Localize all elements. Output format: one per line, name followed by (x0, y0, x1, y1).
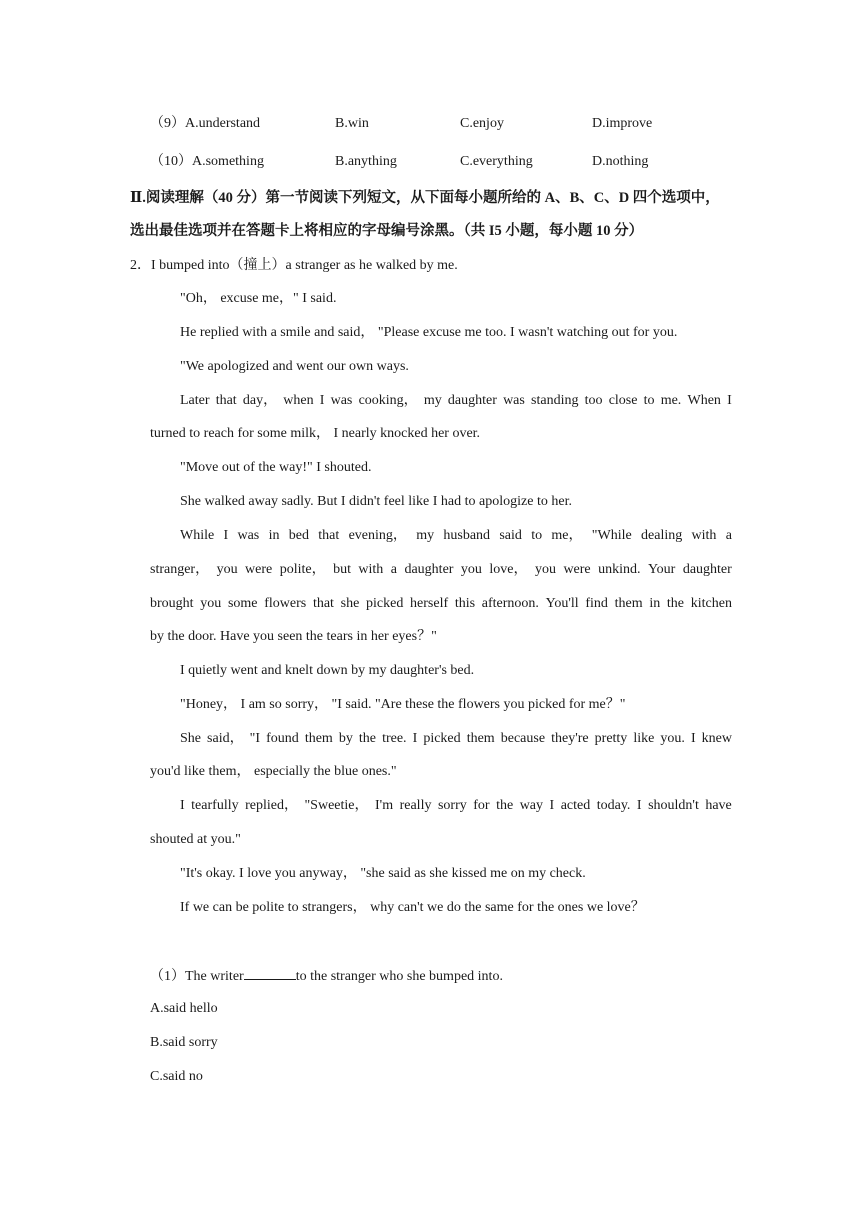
passage-word: picked (366, 596, 404, 611)
passage-word: tree. (382, 731, 407, 746)
passage-word: too (584, 393, 603, 408)
passage-word: this (454, 596, 476, 611)
q10-option-d: D.nothing (592, 154, 649, 169)
passage-word: pretty (594, 731, 628, 746)
section-heading-line-1: Ⅱ.阅读理解（40 分）第一节阅读下列短文，从下面每小题所给的 A、B、C、D 四个选项中， (130, 190, 720, 206)
passage-word: when (283, 393, 314, 408)
q9-number: （9） (150, 116, 185, 131)
passage-word: my (423, 393, 442, 408)
passage-word: kitchen (690, 596, 732, 611)
passage-word: me. (660, 393, 682, 408)
passage-word: replied， (245, 798, 298, 813)
passage-justified-line (180, 796, 732, 816)
passage-word: standing (531, 393, 579, 408)
passage-line: by the door. Have you seen the tears in her eyes？" (150, 629, 437, 644)
passage-paragraph: "Oh， excuse me，" I said. (180, 291, 337, 306)
passage-word: knew (701, 731, 732, 746)
passage-word: stranger， (150, 562, 210, 577)
passage-paragraph: "Honey， I am so sorry， "I said. "Are these the flowers you picked for me？" (180, 697, 626, 712)
passage-line: turned to reach for some milk， I nearly knocked her over. (150, 426, 481, 441)
passage-word: close (608, 393, 638, 408)
passage-word: She (180, 731, 201, 746)
passage-word: daughter (682, 562, 732, 577)
passage-word: polite， (279, 562, 326, 577)
passage-word: but (333, 562, 351, 577)
passage-word: that (312, 596, 334, 611)
passage-word: with (358, 562, 384, 577)
passage-word: that (318, 528, 340, 543)
passage-word: in (649, 596, 661, 611)
passage-word: were (563, 562, 591, 577)
passage-word: While (180, 528, 215, 543)
passage-word: I (690, 731, 696, 746)
passage-word: "I (249, 731, 261, 746)
passage-word: I (549, 798, 555, 813)
passage-paragraph: He replied with a smile and said， "Please excuse me too. I wasn't watching out for you. (180, 325, 678, 340)
question-1-suffix: to the stranger who she bumped into. (295, 969, 503, 984)
passage-word: I (636, 798, 642, 813)
passage-word: bed (288, 528, 309, 543)
question-1-option-b: B.said sorry (150, 1035, 218, 1050)
passage-justified-line (180, 391, 732, 411)
q9-option-a: A.understand (185, 116, 261, 131)
passage-word: husband (443, 528, 491, 543)
passage-word: I (180, 798, 185, 813)
passage-word: because (500, 731, 546, 746)
passage-justified-line (180, 729, 732, 749)
passage-word: find (585, 596, 608, 611)
passage-paragraph: "It's okay. I love you anyway， "she said as she kissed me on my check. (180, 866, 586, 881)
passage-word: to (531, 528, 543, 543)
passage-word: I'm (375, 798, 394, 813)
passage-word: was (237, 528, 260, 543)
passage-word: by (338, 731, 353, 746)
passage-justified-line (150, 560, 732, 580)
passage-paragraph: She walked away sadly. But I didn't feel like I had to apologize to her. (180, 494, 572, 509)
passage-word: a (390, 562, 397, 577)
passage-word: you (460, 562, 482, 577)
passage-paragraph: I quietly went and knelt down by my daughter's bed. (180, 663, 475, 678)
passage-word: I (319, 393, 325, 408)
passage-word: like (633, 731, 655, 746)
passage-word: daughter (447, 393, 497, 408)
q10-number: （10） (150, 154, 192, 169)
passage-word: dealing (641, 528, 683, 543)
passage-word: them (614, 596, 643, 611)
passage-word: you (534, 562, 556, 577)
q10-option-a: A.something (192, 154, 264, 169)
passage-word: have (705, 798, 732, 813)
passage-word: shouldn't (648, 798, 699, 813)
passage-word: with (691, 528, 717, 543)
passage-paragraph: "Move out of the way!" I shouted. (180, 460, 372, 475)
passage-word: sorry (437, 798, 467, 813)
passage-word: they're (551, 731, 589, 746)
passage-word: the (666, 596, 685, 611)
passage-word: she (340, 596, 360, 611)
passage-word: afternoon. (481, 596, 539, 611)
section-heading-line-2: 选出最佳选项并在答题卡上将相应的字母编号涂黑。（共 I5 小题，每小题 10 分） (130, 223, 644, 239)
passage-word: tearfully (191, 798, 239, 813)
passage-word: said， (207, 731, 244, 746)
passage-word: was (330, 393, 353, 408)
passage-paragraph: If we can be polite to strangers， why can't we do the same for the ones we love？ (180, 900, 645, 915)
passage-word: I (223, 528, 229, 543)
passage-justified-line (180, 526, 732, 546)
passage-line: you'd like them， especially the blue ones." (150, 764, 397, 779)
passage-intro: 2．I bumped into（撞上）a stranger as he walked by me. (130, 258, 458, 273)
passage-word: in (268, 528, 280, 543)
answer-blank (244, 965, 296, 980)
q10-number-and-option-a (150, 152, 264, 172)
passage-word: acted (560, 798, 591, 813)
question-1-stem (150, 965, 503, 987)
q9-option-c: C.enjoy (460, 116, 504, 131)
passage-word: "While (591, 528, 632, 543)
passage-word: the (496, 798, 514, 813)
passage-word: evening， (348, 528, 407, 543)
passage-word: the (358, 731, 377, 746)
passage-word: day， (242, 393, 278, 408)
passage-word: you (216, 562, 238, 577)
passage-word: them (304, 731, 333, 746)
passage-word: I (727, 393, 732, 408)
passage-word: you. (660, 731, 685, 746)
passage-word: I (412, 731, 418, 746)
passage-word: daughter (404, 562, 454, 577)
passage-word: really (399, 798, 432, 813)
passage-word: a (725, 528, 732, 543)
passage-word: Later (180, 393, 210, 408)
passage-word: them (466, 731, 495, 746)
passage-word: said (499, 528, 522, 543)
passage-word: unkind. (598, 562, 641, 577)
passage-word: me， (551, 528, 583, 543)
q10-option-c: C.everything (460, 154, 533, 169)
passage-word: was (503, 393, 525, 408)
q9-option-b: B.win (335, 116, 369, 131)
passage-word: love， (489, 562, 528, 577)
q10-option-b: B.anything (335, 154, 397, 169)
question-1-prefix: （1）The writer (150, 969, 244, 984)
passage-word: "Sweetie， (304, 798, 369, 813)
passage-paragraph: "We apologized and went our own ways. (180, 359, 409, 374)
passage-word: Your (647, 562, 676, 577)
passage-word: flowers (264, 596, 307, 611)
passage-word: herself (410, 596, 449, 611)
passage-justified-line (150, 594, 732, 614)
passage-word: that (215, 393, 237, 408)
passage-word: some (227, 596, 258, 611)
passage-word: picked (423, 731, 461, 746)
passage-word: You'll (545, 596, 579, 611)
passage-word: brought (150, 596, 194, 611)
question-1-option-a: A.said hello (150, 1001, 218, 1016)
passage-word: today. (596, 798, 631, 813)
passage-word: way (519, 798, 544, 813)
passage-word: found (266, 731, 299, 746)
q9-number-and-option-a (150, 114, 260, 134)
passage-word: were (245, 562, 273, 577)
passage-word: you (200, 596, 222, 611)
passage-word: When (687, 393, 721, 408)
question-1-option-c: C.said no (150, 1069, 203, 1084)
passage-line: shouted at you." (150, 832, 241, 847)
passage-word: cooking， (358, 393, 418, 408)
passage-word: to (643, 393, 655, 408)
passage-word: for (473, 798, 490, 813)
passage-word: my (416, 528, 435, 543)
q9-option-d: D.improve (592, 116, 653, 131)
